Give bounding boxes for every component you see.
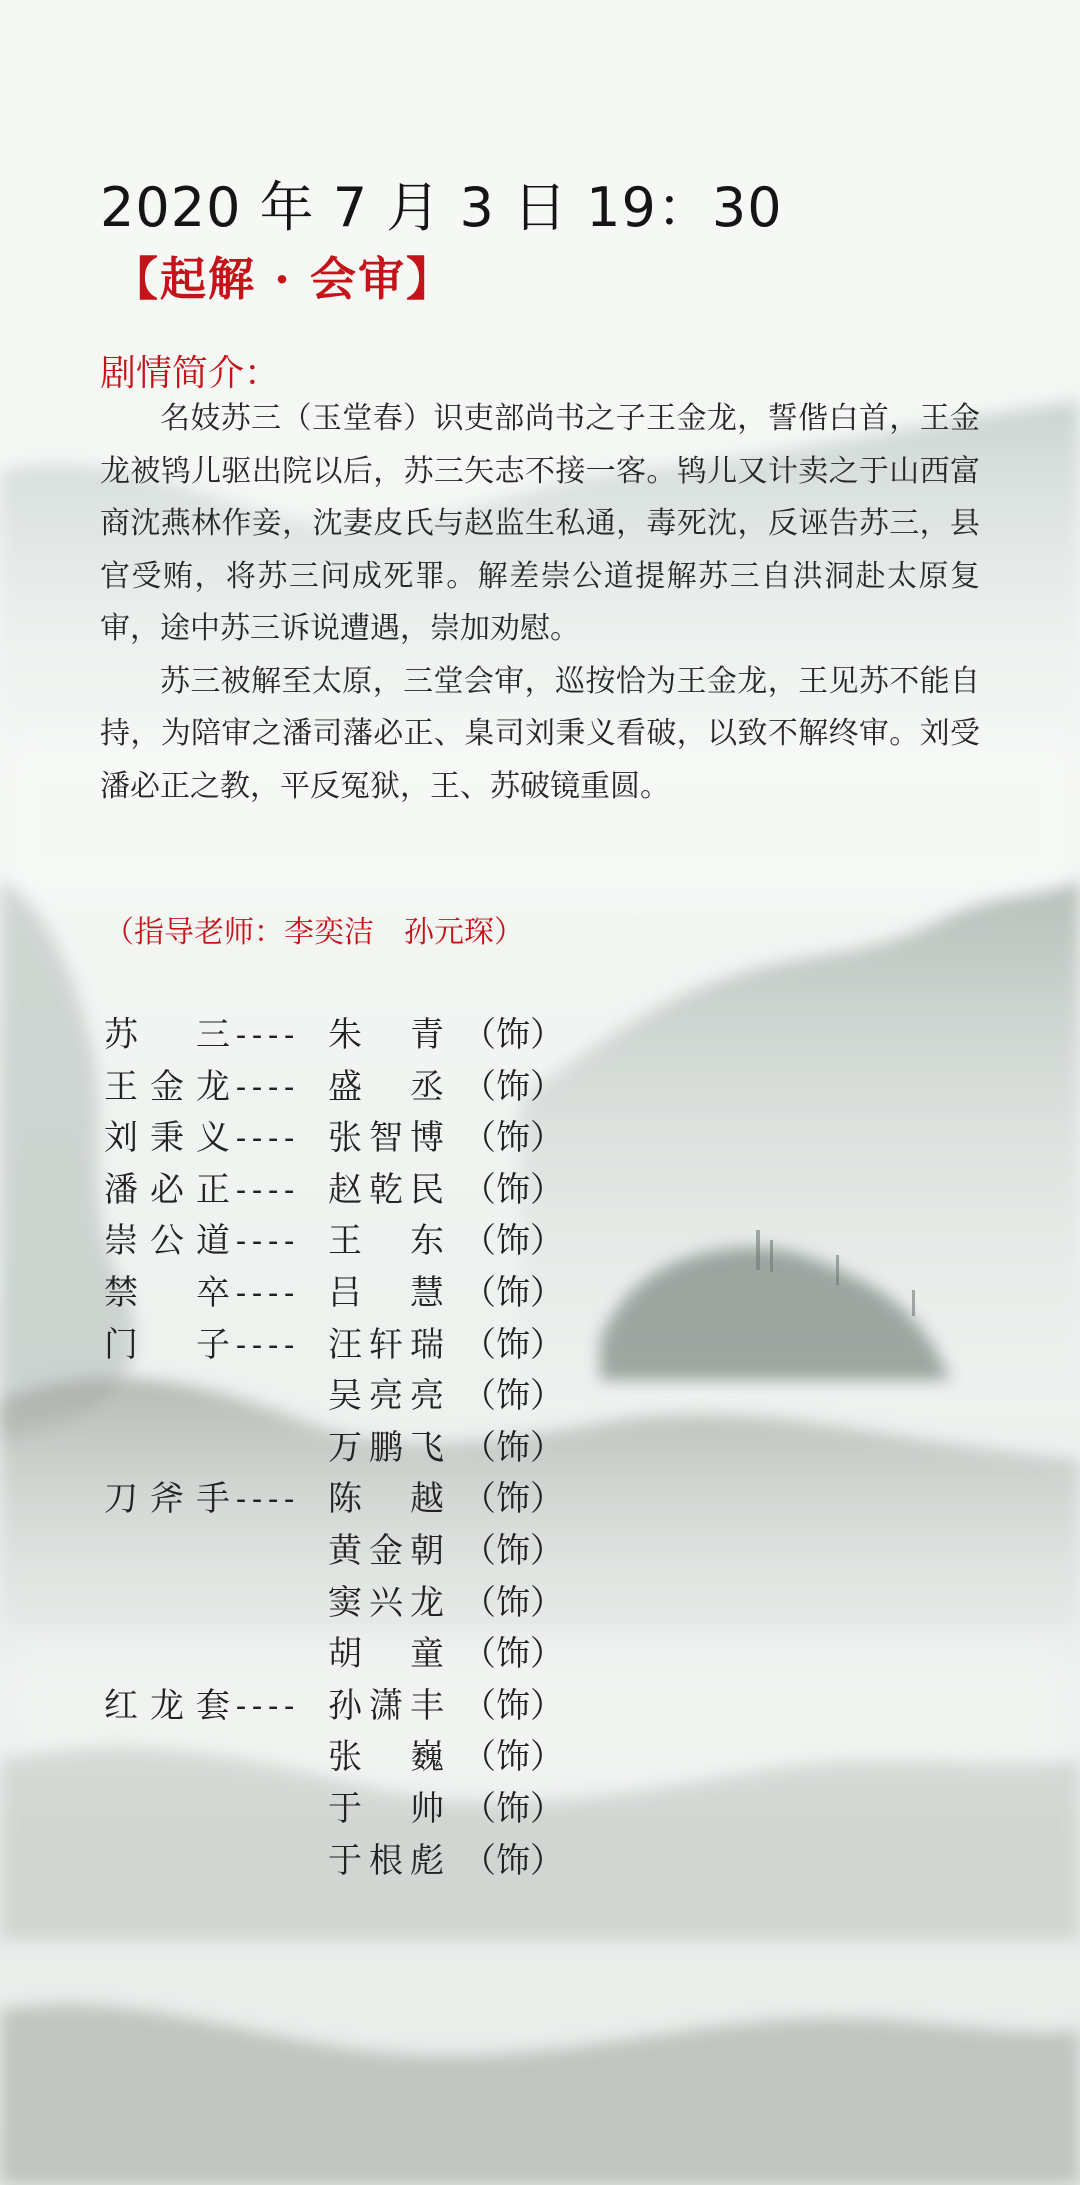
cast-role-suffix: （饰）: [462, 1066, 564, 1107]
cast-role: 王金龙: [104, 1066, 230, 1107]
cast-role-suffix: （饰）: [462, 1015, 564, 1055]
cast-role: 苏三: [104, 1015, 230, 1055]
cast-dash: ----: [232, 1172, 297, 1208]
cast-actor: 孙潇丰: [328, 1685, 444, 1726]
cast-role-suffix: （饰）: [462, 1737, 564, 1778]
cast-dash: ----: [232, 1327, 297, 1363]
synopsis-text: [100, 393, 980, 813]
cast-actor: 黄金朝: [328, 1530, 444, 1571]
cast-row: [104, 1320, 564, 1372]
cast-role-suffix: （饰）: [462, 1582, 564, 1623]
cast-row: [104, 1474, 564, 1526]
cast-row: [104, 1062, 564, 1114]
cast-dash: ----: [232, 1121, 297, 1157]
cast-row: [104, 1784, 564, 1836]
cast-role-suffix: （饰）: [462, 1685, 564, 1726]
cast-dash: ----: [232, 1018, 297, 1053]
cast-role-suffix: （饰）: [462, 1427, 564, 1468]
cast-actor: 窦兴龙: [328, 1582, 444, 1623]
cast-actor: 盛丞: [328, 1066, 444, 1107]
cast-dash: ----: [232, 1069, 297, 1105]
cast-actor: 朱青: [328, 1015, 444, 1055]
cast-role-suffix: （饰）: [462, 1169, 564, 1210]
cast-role-suffix: （饰）: [462, 1272, 564, 1313]
cast-role: 潘必正: [104, 1169, 230, 1210]
cast-actor: 万鹏飞: [328, 1427, 444, 1468]
cast-row: [104, 1681, 564, 1733]
cast-role: 红龙套: [104, 1685, 230, 1726]
cast-actor: 吴亮亮: [328, 1376, 444, 1417]
cast-role: 刀斧手: [104, 1479, 230, 1520]
cast-row: [104, 1216, 564, 1268]
cast-dash: ----: [232, 1275, 297, 1311]
cast-actor: 张巍: [328, 1737, 444, 1778]
synopsis-paragraph: 苏三被解至太原，三堂会审，巡按恰为王金龙，王见苏不能自持，为陪审之潘司藩必正、臬司刘秉义看破，以致不解终审。刘受潘必正之教，平反冤狱，王、苏破镜重圆。: [100, 663, 980, 804]
play-title: 【起解 · 会审】: [112, 252, 455, 306]
cast-role-suffix: （饰）: [462, 1479, 564, 1520]
cast-actor: 胡童: [328, 1634, 444, 1675]
cast-actor: 张智博: [328, 1118, 444, 1159]
cast-row: [104, 1010, 564, 1062]
cast-row: [104, 1165, 564, 1217]
cast-role-suffix: （饰）: [462, 1118, 564, 1159]
cast-actor: 赵乾民: [328, 1169, 444, 1210]
cast-actor: 吕慧: [328, 1272, 444, 1313]
cast-row: [104, 1578, 564, 1630]
cast-row: [104, 1113, 564, 1165]
cast-actor: 陈越: [328, 1479, 444, 1520]
cast-role-suffix: （饰）: [462, 1788, 564, 1829]
cast-role-suffix: （饰）: [462, 1324, 564, 1365]
director-credit: （指导老师：李奕洁 孙元琛）: [104, 915, 524, 950]
cast-dash: ----: [232, 1688, 297, 1724]
cast-dash: ----: [232, 1482, 297, 1518]
cast-role-suffix: （饰）: [462, 1530, 564, 1571]
cast-role: 禁卒: [104, 1272, 230, 1313]
performance-datetime: 2020 年 7 月 3 日 19：30: [100, 176, 783, 239]
cast-actor: 于帅: [328, 1788, 444, 1829]
cast-actor: 于根彪: [328, 1840, 444, 1881]
cast-role: 刘秉义: [104, 1118, 230, 1159]
cast-actor: 汪轩瑞: [328, 1324, 444, 1365]
cast-row: [104, 1268, 564, 1320]
cast-role-suffix: （饰）: [462, 1840, 564, 1881]
cast-actor: 王东: [328, 1221, 444, 1262]
cast-row: [104, 1836, 564, 1888]
synopsis-paragraph: 名妓苏三（玉堂春）识吏部尚书之子王金龙，誓偕白首，王金龙被鸨儿驱出院以后，苏三矢志不接一客。鸨儿又计卖之于山西富商沈燕林作妾，沈妻皮氏与赵监生私通，毒死沈，反诬告苏三，县官受贿，将苏三问成死罪。解差崇公道提解苏三自洪洞赴太原复审，途中苏三诉说遭遇，崇加劝慰。: [100, 401, 980, 646]
cast-row: [104, 1629, 564, 1681]
cast-row: [104, 1732, 564, 1784]
cast-row: [104, 1423, 564, 1475]
cast-role: 门子: [104, 1324, 230, 1365]
cast-role-suffix: （饰）: [462, 1634, 564, 1675]
synopsis-label: 剧情简介：: [100, 353, 281, 394]
cast-role-suffix: （饰）: [462, 1376, 564, 1417]
cast-role-suffix: （饰）: [462, 1221, 564, 1262]
cast-row: [104, 1526, 564, 1578]
cast-dash: ----: [232, 1224, 297, 1260]
cast-row: [104, 1371, 564, 1423]
cast-list: [104, 1010, 564, 1887]
cast-role: 崇公道: [104, 1221, 230, 1262]
